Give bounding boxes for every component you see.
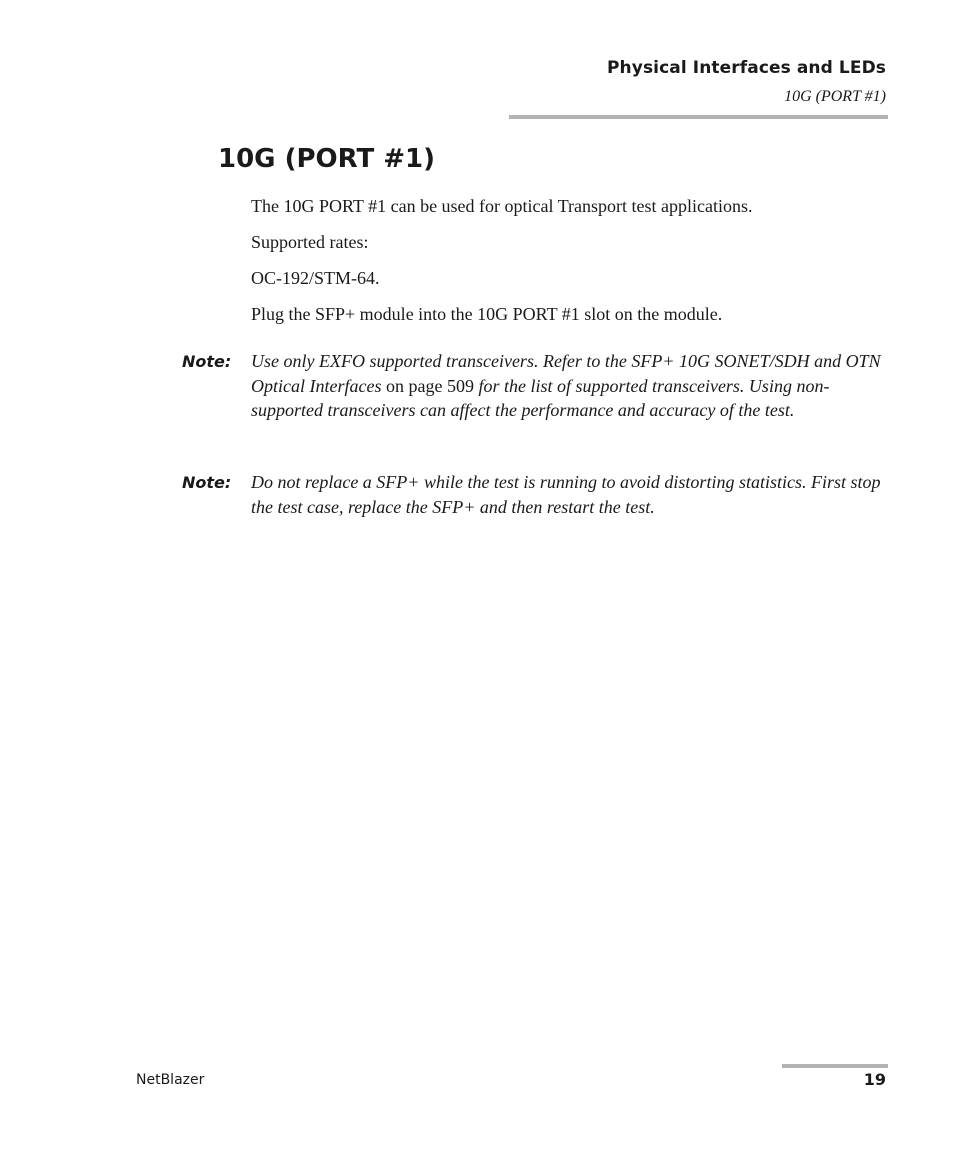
running-header-section: 10G (PORT #1)	[784, 88, 886, 105]
note-label-1: Note:	[182, 352, 232, 371]
footer-page-number: 19	[863, 1070, 886, 1089]
running-header-chapter: Physical Interfaces and LEDs	[607, 58, 886, 78]
note-1-page-ref: on page 509	[381, 375, 479, 396]
header-divider	[509, 115, 888, 119]
footer-divider	[782, 1064, 888, 1068]
footer-product-name: NetBlazer	[136, 1072, 205, 1088]
note-label-2: Note:	[182, 473, 232, 492]
paragraph-plug-instruction: Plug the SFP+ module into the 10G PORT #1 slot on the module.	[251, 304, 723, 324]
paragraph-supported-rates: Supported rates:	[251, 232, 369, 252]
paragraph-rate-value: OC-192/STM-64.	[251, 268, 380, 288]
note-1-continuation: for the list of supported transceivers. Using non-supported transceivers can affect the performance and accuracy of the test.	[251, 375, 830, 420]
section-title: 10G (PORT #1)	[218, 144, 436, 174]
paragraph-intro: The 10G PORT #1 can be used for optical Transport test applications.	[251, 196, 753, 216]
note-body-1	[251, 349, 891, 423]
note-1-reference: Use only EXFO supported transceivers. Refer to the SFP+ 10G SONET/SDH and OTN Optical Interfaces	[251, 351, 881, 396]
note-body-2: Do not replace a SFP+ while the test is running to avoid distorting statistics. First stop the test case, replace the SFP+ and then restart the test.	[251, 472, 881, 517]
